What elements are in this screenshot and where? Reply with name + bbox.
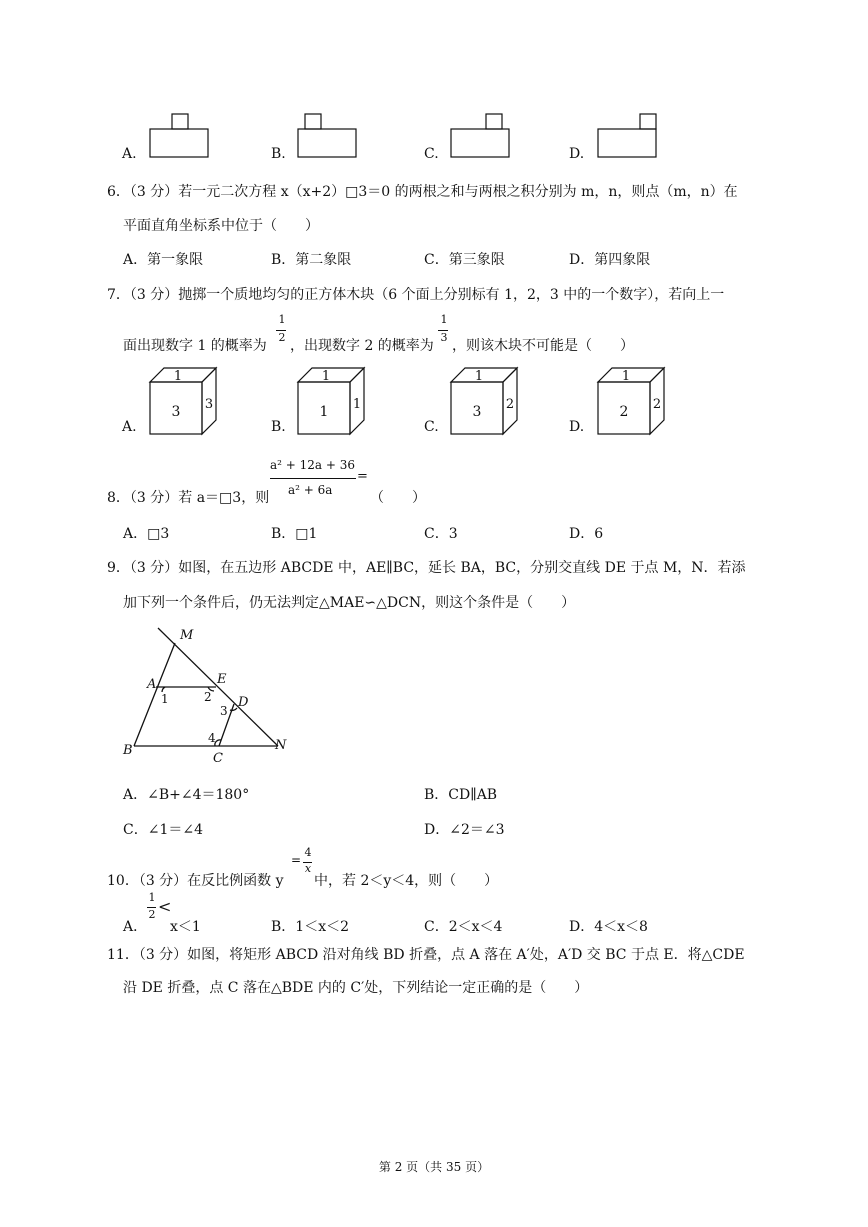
q8-option-d: D．6: [569, 526, 604, 542]
cube-top-face: [598, 368, 664, 382]
q7-option-a: A.: [122, 419, 137, 435]
q7-frac1-den: 2: [278, 331, 286, 344]
q5-option-b: B.: [271, 146, 286, 162]
cube-front-number: 2: [619, 404, 629, 420]
q5-shape-c-base: [451, 129, 509, 157]
q9-text-line2: 加下列一个条件后，仍无法判定△MAE∽△DCN，则这个条件是（ ）: [123, 595, 576, 611]
page-footer: 第 2 页（共 35 页）: [378, 1160, 490, 1174]
q10-option-c: C．2＜x＜4: [424, 919, 503, 935]
q7-text-line2c: ，则该木块不可能是（ ）: [452, 338, 634, 354]
q7-cube-d: [598, 368, 664, 434]
q7-option-c: C.: [424, 419, 439, 435]
q9-angle-2: 2: [204, 690, 212, 704]
q5-shape-c-top: [486, 114, 502, 129]
cube-side-number: 2: [652, 397, 662, 412]
q7-text-line1: 7．（3 分）抛掷一个质地均匀的正方体木块（6 个面上分别标有 1，2，3 中的一个数字），若向上一: [107, 287, 725, 303]
q10-frac-den: x: [304, 862, 312, 875]
q10-eq: =: [291, 853, 302, 867]
q11-text-line1: 11．（3 分）如图，将矩形 ABCD 沿对角线 BD 折叠，点 A 落在 A′处，A′D 交 BC 于点 E．将△CDE: [107, 947, 745, 963]
q8-denominator: a² + 6a: [288, 483, 333, 497]
q8-equals: =: [357, 469, 368, 484]
q9-angle-3: 3: [220, 704, 228, 718]
q7-option-d: D.: [569, 419, 585, 435]
cube-side-number: 1: [352, 397, 362, 412]
q7-cube-b: [298, 368, 364, 434]
q8-paren: （ ）: [370, 490, 426, 506]
q9-text-line1: 9．（3 分）如图，在五边形 ABCDE 中，AE∥BC，延长 BA，BC，分别交直线 DE 于点 M，N．若添: [107, 560, 746, 576]
q7-cubes: [0, 362, 868, 437]
q9-label-e: E: [217, 672, 227, 687]
cube-front-number: 3: [472, 404, 482, 420]
q10-option-a-lt: <: [158, 897, 172, 916]
q5-option-c: C.: [424, 146, 439, 162]
q9-angle-1: 1: [161, 692, 169, 706]
q9-label-b: B: [123, 743, 133, 758]
q7-frac2-den: 3: [440, 331, 448, 344]
cube-side-number: 2: [505, 397, 515, 412]
q9-angle-4: 4: [208, 731, 216, 745]
cube-front-number: 1: [319, 404, 329, 420]
q5-shape-b-base: [298, 129, 356, 157]
q9-option-d: D．∠2＝∠3: [424, 822, 505, 838]
cube-top-number: 1: [173, 369, 183, 384]
q6-option-b: B．第二象限: [271, 252, 352, 268]
cube-side-number: 3: [204, 397, 214, 412]
q6-option-a: A．第一象限: [123, 252, 204, 268]
cube-top-number: 1: [321, 369, 331, 384]
q10-option-b: B．1＜x＜2: [271, 919, 349, 935]
q10-text-suffix: 中，若 2＜y＜4，则（ ）: [314, 873, 499, 889]
cube-front-number: 3: [171, 404, 181, 420]
q5-shapes: [0, 105, 868, 165]
q6-option-c: C．第三象限: [424, 252, 505, 268]
q9-figure: [118, 620, 298, 770]
q9-option-b: B．CD∥AB: [424, 787, 498, 803]
q5-option-d: D.: [569, 146, 585, 162]
q8-option-c: C．3: [424, 526, 458, 542]
q9-option-c: C．∠1＝∠4: [123, 822, 203, 838]
q9-option-a: A．∠B+∠4＝180°: [123, 787, 250, 803]
q5-shape-d-base: [598, 129, 656, 157]
q10-option-a-rest: x＜1: [170, 919, 201, 935]
q9-label-d: D: [238, 695, 249, 710]
q9-line-mb: [134, 643, 175, 746]
q10-option-a-frac-den: 2: [148, 908, 156, 921]
q7-text-line2b: ，出现数字 2 的概率为: [290, 338, 434, 354]
q7-frac2-num: 1: [440, 313, 448, 326]
q6-text-line2: 平面直角坐标系中位于（ ）: [123, 218, 319, 234]
q8-numerator: a² + 12a + 36: [270, 458, 356, 472]
q5-shape-a-top: [172, 114, 188, 129]
q6-option-d: D．第四象限: [569, 252, 651, 268]
cube-top-number: 1: [474, 369, 484, 384]
q9-angle-3-arc: [230, 708, 237, 710]
q5-shape-d-top: [640, 114, 656, 129]
q7-cube-a: [150, 368, 216, 434]
q7-text-line2a: 面出现数字 1 的概率为: [123, 338, 267, 354]
cube-top-face: [451, 368, 517, 382]
q6-text-line1: 6．（3 分）若一元二次方程 x（x+2）□3＝0 的两根之和与两根之积分别为 m，n，则点（m，n）在: [107, 184, 738, 200]
q10-option-a-frac-num: 1: [148, 891, 156, 904]
q9-label-m: M: [180, 628, 194, 643]
q10-option-a-prefix: A．: [123, 919, 148, 935]
q10-frac-num: 4: [304, 846, 312, 859]
q9-label-n: N: [275, 738, 287, 753]
cube-top-face: [150, 368, 216, 382]
q9-label-c: C: [213, 751, 223, 766]
q10-option-d: D．4＜x＜8: [569, 919, 648, 935]
q5-shape-b-top: [305, 114, 321, 129]
q8-fraction-line: [270, 478, 356, 479]
q10-text-prefix: 10．（3 分）在反比例函数 y: [107, 873, 284, 889]
q7-frac1-num: 1: [278, 313, 286, 326]
q11-text-line2: 沿 DE 折叠，点 C 落在△BDE 内的 C′处，下列结论一定正确的是（ ）: [123, 980, 589, 996]
q8-option-a: A．□3: [123, 526, 170, 542]
q7-cube-c: [451, 368, 517, 434]
q5-shape-a-base: [150, 129, 208, 157]
q5-option-a: A.: [122, 146, 137, 162]
q8-option-b: B．□1: [271, 526, 318, 542]
q7-option-b: B.: [271, 419, 286, 435]
q8-text-prefix: 8．（3 分）若 a＝□3，则: [107, 490, 270, 506]
cube-top-number: 1: [621, 369, 631, 384]
cube-top-face: [298, 368, 364, 382]
q9-label-a: A: [147, 677, 157, 692]
